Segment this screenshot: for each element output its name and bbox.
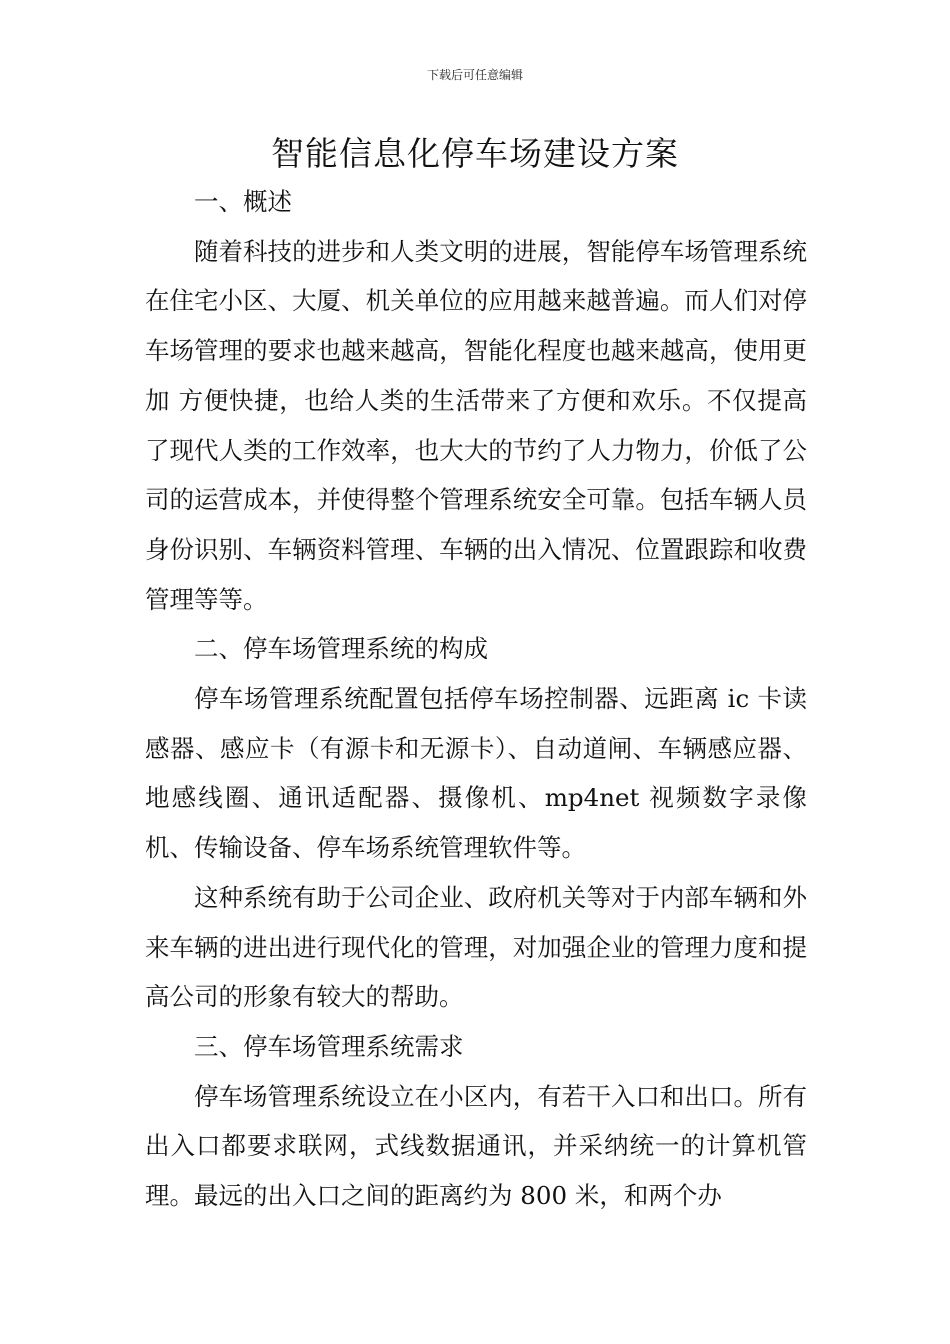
paragraph-overview: 随着科技的进步和人类文明的进展，智能停车场管理系统在住宅小区、大厦、机关单位的应用越来越普遍。而人们对停车场管理的要求也越来越高，智能化程度也越来越高，使用更加 方便快捷，也给人类的生活带来了方便和欢乐。不仅提高了现代人类的工作效率，也大大的节约了人力物力，价低了公司的运营成本，并使得整个管理系统安全可靠。包括车辆人员身份识别、车辆资料管理、车辆的出入情况、位置跟踪和收费管理等等。 bbox=[145, 236, 807, 614]
section-heading-composition: 二、停车场管理系统的构成 bbox=[194, 634, 488, 664]
header-note: 下载后可任意编辑 bbox=[426, 68, 523, 82]
paragraph-composition: 停车场管理系统配置包括停车场控制器、远距离 ic 卡读感器、感应卡（有源卡和无源卡）、自动道闸、车辆感应器、地感线圈、通讯适配器、摄像机、mp4net 视频数字录像机、传输设备、停车场系统管理软件等。 bbox=[145, 684, 807, 863]
paragraph-requirements: 停车场管理系统设立在小区内，有若干入口和出口。所有出入口都要求联网，式线数据通讯，并采纳统一的计算机管理。最远的出入口之间的距离约为 800 米，和两个办 bbox=[145, 1081, 807, 1211]
section-heading-requirements: 三、停车场管理系统需求 bbox=[194, 1031, 464, 1061]
section-heading-overview: 一、概述 bbox=[194, 187, 292, 216]
document-body bbox=[145, 177, 807, 1221]
document-title: 智能信息化停车场建设方案 bbox=[271, 134, 679, 173]
paragraph-benefits: 这种系统有助于公司企业、政府机关等对于内部车辆和外来车辆的进出进行现代化的管理，对加强企业的管理力度和提高公司的形象有较大的帮助。 bbox=[145, 882, 807, 1012]
